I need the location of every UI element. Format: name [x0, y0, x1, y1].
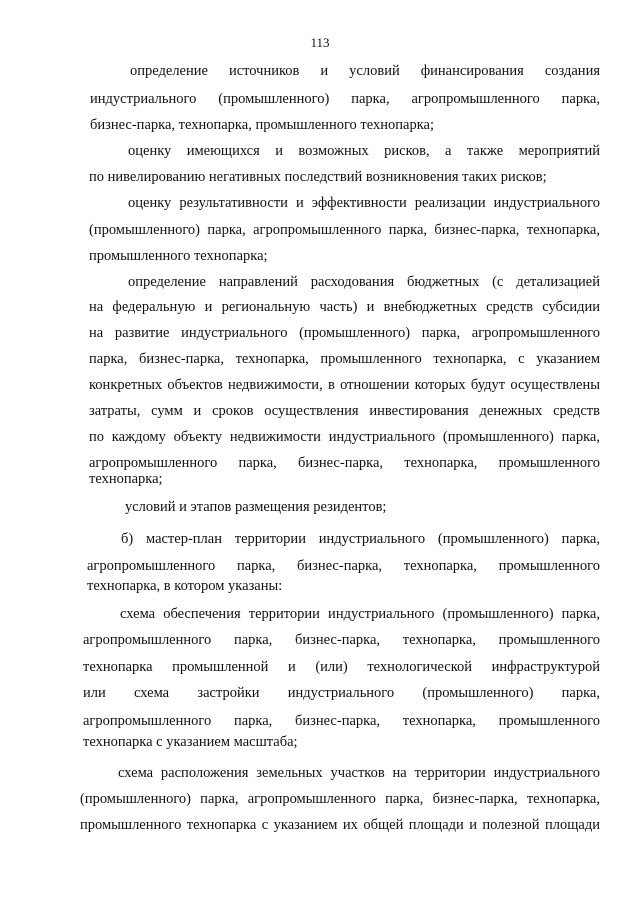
text-line: на федеральную и региональную часть) и внебюджетных средств субсидии	[89, 299, 600, 315]
text-line: б) мастер-план территории индустриального (промышленного) парка,	[121, 531, 600, 547]
text-line: затраты, сумм и сроков осуществления инвестирования денежных средств	[89, 403, 600, 419]
text-line: технопарка с указанием масштаба;	[83, 734, 298, 750]
text-line: (промышленного) парка, агропромышленного парка, бизнес-парка, технопарка,	[80, 791, 600, 807]
text-line: оценку имеющихся и возможных рисков, а также мероприятий	[128, 143, 600, 159]
text-line: определение источников и условий финансирования создания	[130, 63, 600, 79]
text-line: парка, бизнес-парка, технопарка, промышленного технопарка, с указанием	[89, 351, 600, 367]
text-line: бизнес-парка, технопарка, промышленного технопарка;	[90, 117, 434, 133]
text-line: промышленного технопарка;	[89, 248, 268, 264]
text-line: технопарка;	[89, 471, 163, 487]
text-line: агропромышленного парка, бизнес-парка, технопарка, промышленного	[83, 713, 600, 729]
text-line: условий и этапов размещения резидентов;	[125, 499, 387, 515]
text-line: схема расположения земельных участков на территории индустриального	[118, 765, 600, 781]
text-line: (промышленного) парка, агропромышленного парка, бизнес-парка, технопарка,	[89, 222, 600, 238]
text-line: агропромышленного парка, бизнес-парка, технопарка, промышленного	[89, 455, 600, 471]
text-line: на развитие индустриального (промышленного) парка, агропромышленного	[89, 325, 600, 341]
text-line: по нивелированию негативных последствий возникновения таких рисков;	[89, 169, 547, 185]
text-line: агропромышленного парка, бизнес-парка, технопарка, промышленного	[83, 632, 600, 648]
text-line: промышленного технопарка с указанием их общей площади и полезной площади	[80, 817, 600, 833]
text-line: по каждому объекту недвижимости индустриального (промышленного) парка,	[89, 429, 600, 445]
text-line: или схема застройки индустриального (промышленного) парка,	[83, 685, 600, 701]
text-line: конкретных объектов недвижимости, в отношении которых будут осуществлены	[89, 377, 600, 393]
text-line: схема обеспечения территории индустриального (промышленного) парка,	[120, 606, 600, 622]
text-line: оценку результативности и эффективности реализации индустриального	[128, 195, 600, 211]
text-line: определение направлений расходования бюджетных (с детализацией	[128, 274, 600, 290]
page-number: 113	[310, 35, 330, 50]
text-line: технопарка, в котором указаны:	[87, 578, 283, 594]
text-line: технопарка промышленной и (или) технологической инфраструктурой	[83, 659, 600, 675]
text-line: индустриального (промышленного) парка, агропромышленного парка,	[90, 91, 600, 107]
text-line: агропромышленного парка, бизнес-парка, технопарка, промышленного	[87, 558, 600, 574]
